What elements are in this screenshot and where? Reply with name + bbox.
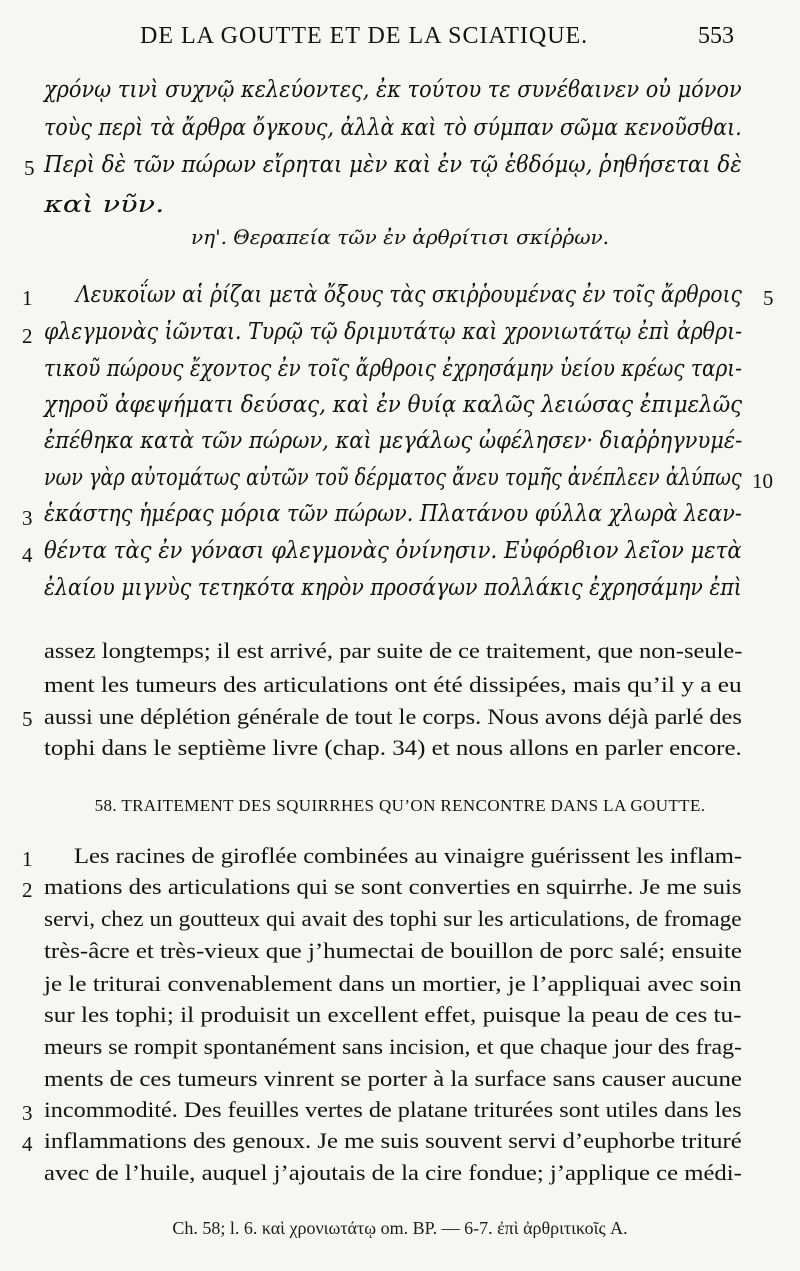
greek-line: ἐπέθηκα κατὰ τῶν πώρων, καὶ μεγάλως ὠφέλησεν· διαῤῥηγνυμέ-	[44, 428, 743, 454]
line-number: 1	[22, 847, 33, 871]
greek-line: ἐλαίου μιγνὺς τετηκότα κηρὸν προσάγων πολλάκις ἐχρησάμην ἐπὶ	[44, 575, 742, 601]
french-line: Les racines de giroflée combinées au vinaigre guérissent les inflam-	[74, 843, 743, 868]
greek-line: χρόνῳ τινὶ συχνῷ κελεύοντες, ἐκ τούτου τε συνέϐαινεν οὐ μόνον	[44, 77, 742, 103]
line-number: 3	[22, 506, 33, 530]
french-line: meurs se rompit spontanément sans incision, et que chaque jour des frag-	[44, 1034, 742, 1059]
french-line: ment les tumeurs des articulations ont été dissipées, mais qu’il y a eu	[44, 672, 742, 697]
french-chapter-heading: 58. TRAITEMENT DES SQUIRRHES QU’ON RENCONTRE DANS LA GOUTTE.	[94, 796, 706, 815]
line-number: 1	[22, 286, 33, 310]
greek-line: ἑκάστης ἡμέρας μόρια τῶν πώρων. Πλατάνου φύλλα χλωρὰ λεαν-	[44, 501, 742, 527]
french-line: incommodité. Des feuilles vertes de platane triturées sont utiles dans les	[44, 1097, 742, 1122]
greek-line: φλεγμονὰς ἰῶνται. Τυρῷ τῷ δριμυτάτῳ καὶ χρονιωτάτῳ ἐπὶ ἀρθρι-	[44, 319, 743, 345]
french-line: servi, chez un goutteux qui avait des tophi sur les articulations, de fromage	[44, 906, 742, 931]
greek-line: Λευκοΐων αἱ ῥίζαι μετὰ ὄξους τὰς σκιῤῥουμένας ἐν τοῖς ἄρθροις	[76, 282, 742, 308]
line-number: 5	[22, 707, 33, 731]
line-number-right: 5	[763, 286, 774, 310]
french-line: très-âcre et très-vieux que j’humectai de bouillon de porc salé; ensuite	[44, 938, 742, 963]
french-line: mations des articulations qui se sont converties en squirrhe. Je me suis	[44, 874, 742, 899]
greek-line: θέντα τὰς ἐν γόνασι φλεγμονὰς ὀνίνησιν. Εὐφόρϐιον λεῖον μετὰ	[44, 538, 742, 564]
line-number: 5	[24, 156, 35, 180]
greek-line: νων γὰρ αὐτομάτως αὐτῶν τοῦ δέρματος ἄνευ τομῆς ἀνέπλεεν ἀλύπως	[44, 465, 742, 491]
line-number: 4	[22, 1132, 33, 1156]
line-number: 2	[22, 324, 33, 348]
line-number: 2	[22, 878, 33, 902]
greek-line: Περὶ δὲ τῶν πώρων εἴρηται μὲν καὶ ἐν τῷ ἑϐδόμῳ, ῥηθήσεται δὲ	[44, 152, 742, 178]
greek-line: χηροῦ ἀφεψήματι δεύσας, καὶ ἐν θυίᾳ καλῶς λειώσας ἐπιμελῶς	[44, 392, 743, 418]
critical-apparatus-footnote: Ch. 58; l. 6. καὶ χρονιωτάτῳ om. BP. — 6-7. ἐπὶ ἀρθριτικοῖς A.	[172, 1218, 628, 1238]
page-number: 553	[698, 23, 734, 49]
french-line: je le triturai convenablement dans un mortier, je l’appliquai avec soin	[44, 971, 742, 996]
french-line: aussi une déplétion générale de tout le corps. Nous avons déjà parlé des	[44, 704, 742, 729]
line-number-right: 10	[752, 469, 773, 493]
running-header	[0, 20, 800, 52]
line-number: 4	[22, 543, 33, 567]
greek-line: τοὺς περὶ τὰ ἄρθρα ὄγκους, ἀλλὰ καὶ τὸ σύμπαν σῶμα κενοῦσθαι.	[44, 115, 742, 141]
line-number: 3	[22, 1101, 33, 1125]
french-line: inflammations des genoux. Je me suis souvent servi d’euphorbe trituré	[44, 1128, 742, 1153]
greek-line: τικοῦ πώρους ἔχοντος ἐν τοῖς ἄρθροις ἐχρησάμην ὑείου κρέως ταρι-	[44, 356, 742, 382]
greek-chapter-heading: νη'. Θεραπεία τῶν ἐν ἀρθρίτισι σκίῤῥων.	[190, 225, 610, 249]
french-line: tophi dans le septième livre (chap. 34) et nous allons en parler encore.	[44, 735, 742, 760]
french-line: ments de ces tumeurs vinrent se porter à la surface sans causer aucune	[44, 1066, 742, 1091]
greek-line: καὶ νῦν.	[44, 192, 165, 218]
running-title: DE LA GOUTTE ET DE LA SCIATIQUE.	[140, 23, 589, 49]
french-line: assez longtemps; il est arrivé, par suite de ce traitement, que non-seule-	[44, 638, 743, 663]
french-line: avec de l’huile, auquel j’ajoutais de la cire fondue; j’applique ce médi-	[44, 1160, 742, 1185]
french-line: sur les tophi; il produisit un excellent effet, puisque la peau de ces tu-	[44, 1002, 742, 1027]
